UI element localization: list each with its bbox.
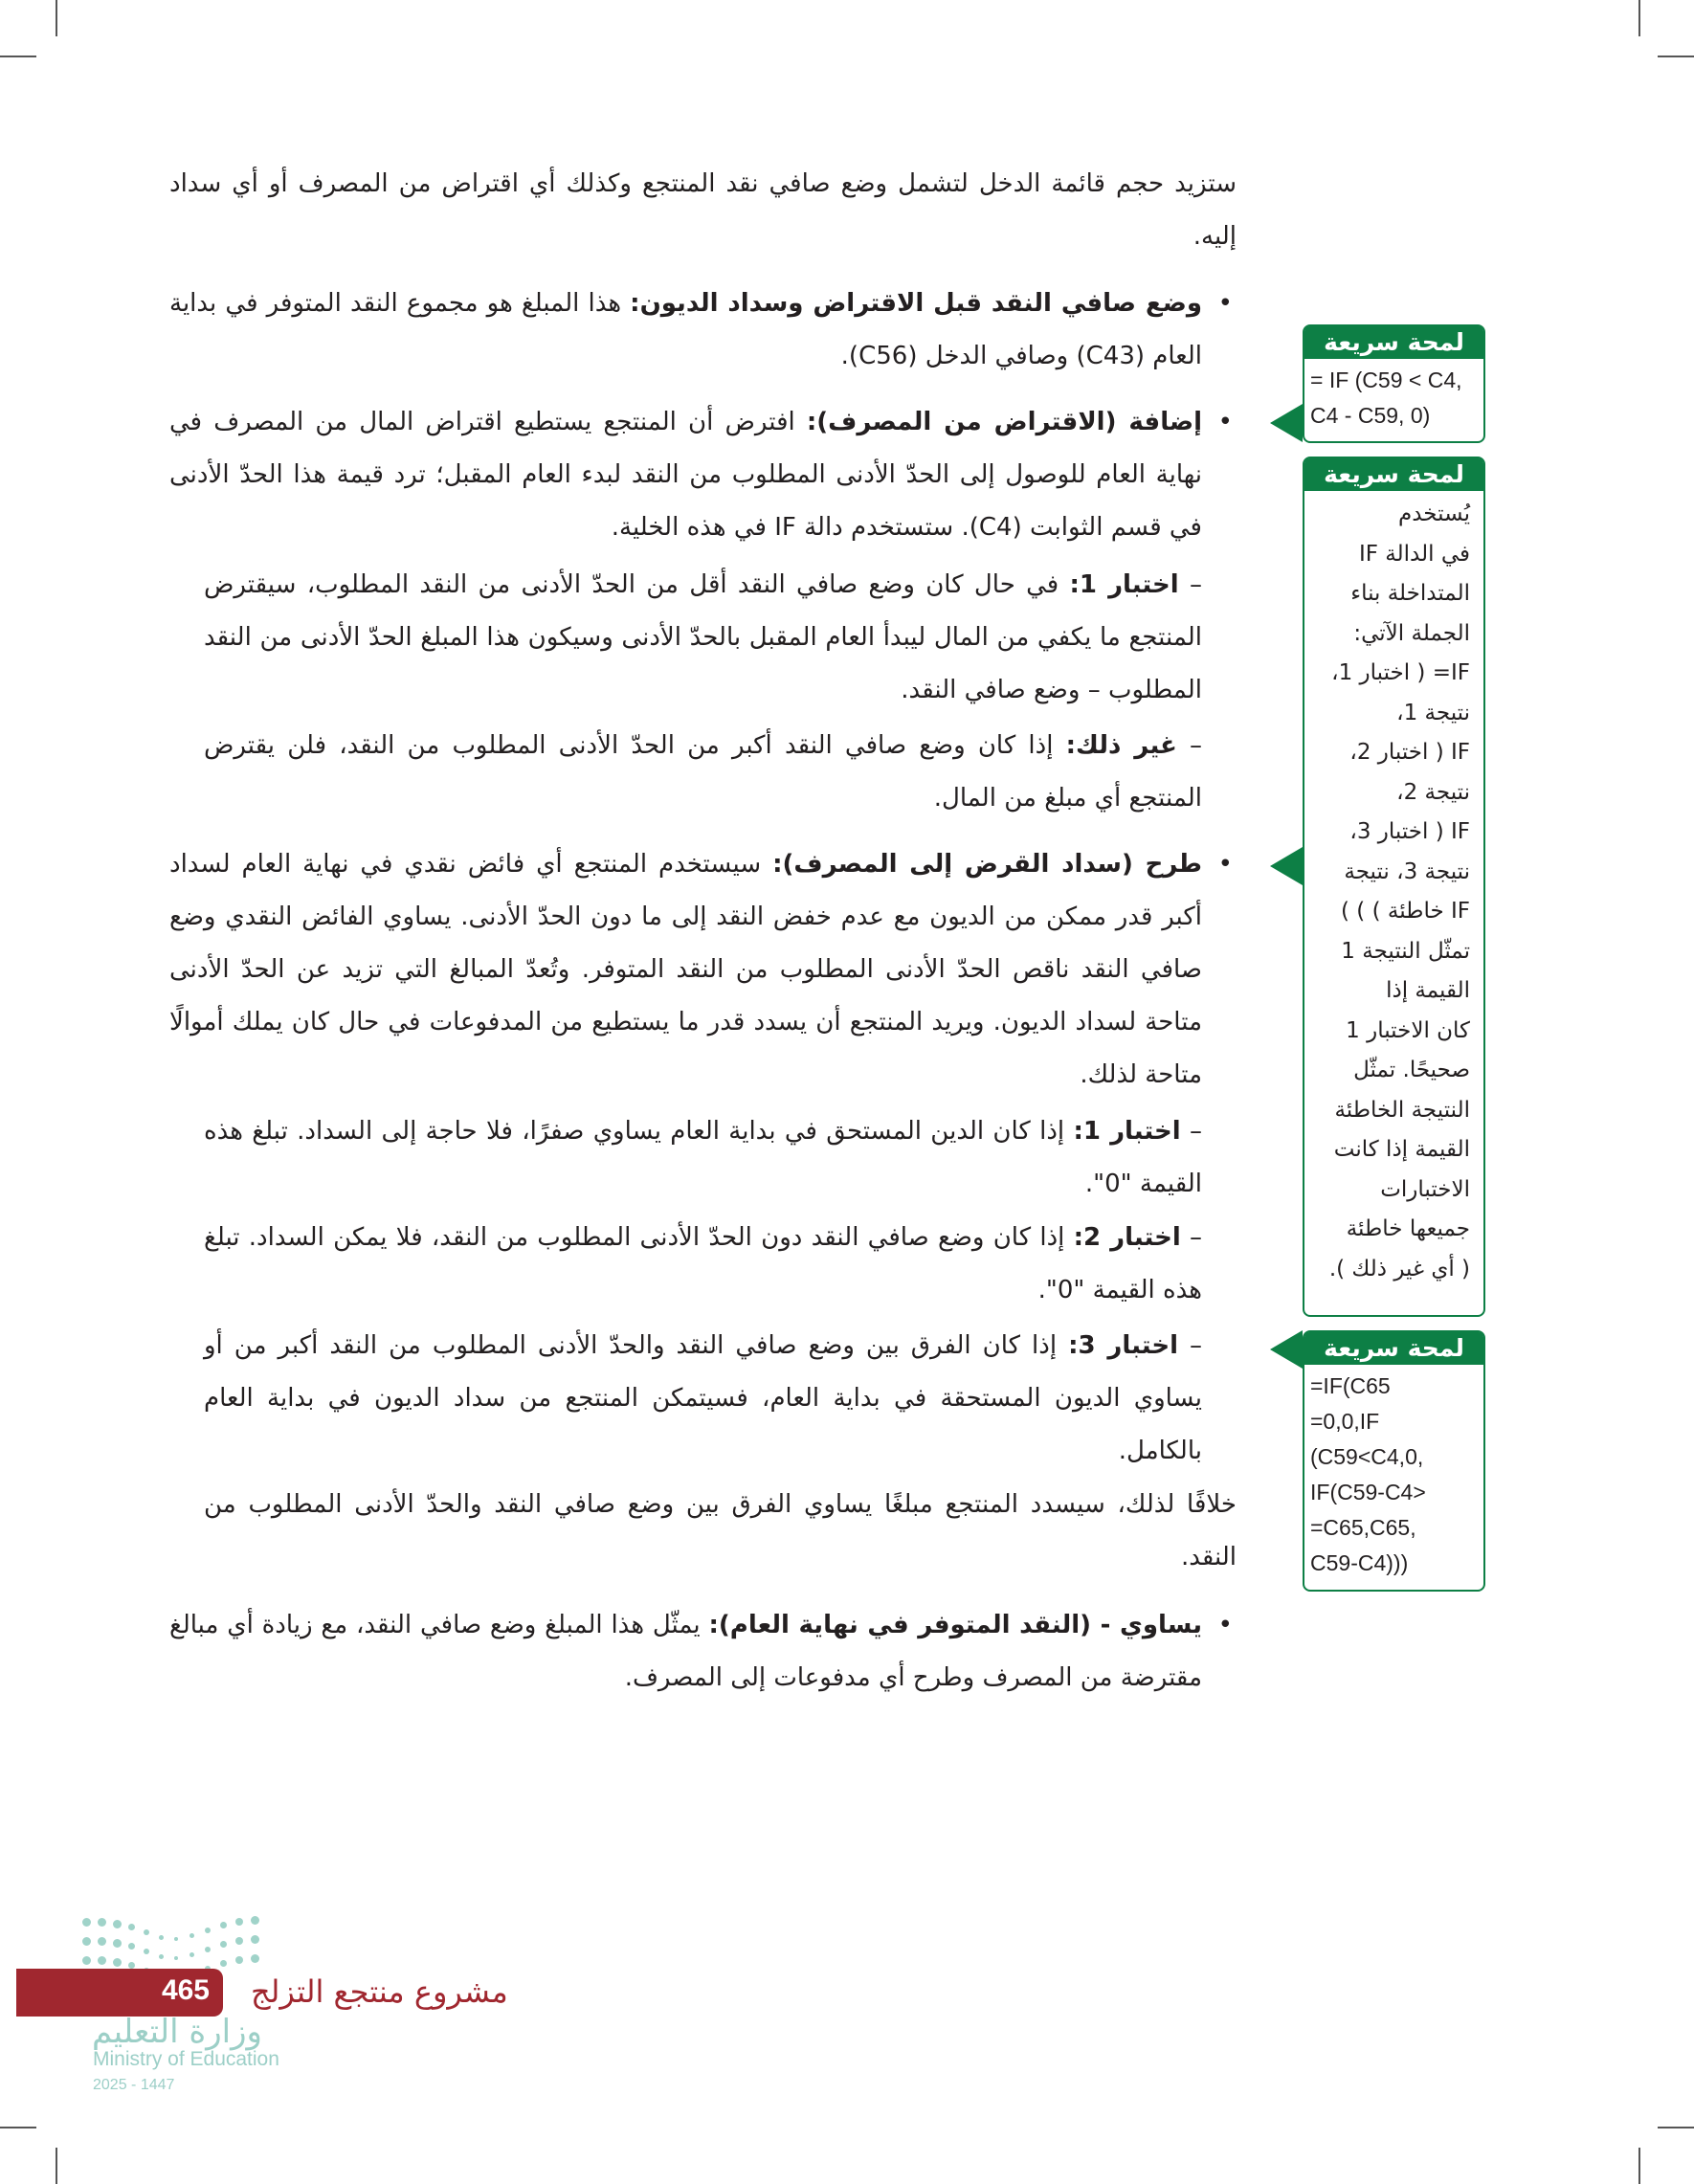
- crop-mark: [1658, 56, 1694, 57]
- sub-text: إذا كان الدين المستحق في بداية العام يساوي صفرًا، فلا حاجة إلى السداد. تبلغ هذه القيمة "0".: [204, 1117, 1202, 1198]
- bullet-heading: طرح (سداد القرض إلى المصرف):: [772, 850, 1202, 879]
- sub-text: في حال كان وضع صافي النقد أقل من الحدّ الأدنى من النقد المطلوب، سيقترض المنتجع ما يكفي من المال ليبدأ العام المقبل بالحدّ الأدنى وسيكون هذا المبلغ الحدّ الأدنى من النقد المطلوب – وضع صافي النقد.: [204, 570, 1202, 704]
- callout-line: IF(C59-C4>: [1310, 1480, 1426, 1504]
- callout-line: =C65,C65,: [1310, 1515, 1416, 1540]
- callout-line: في الدالة IF: [1358, 541, 1470, 567]
- sub-text: إذا كان وضع صافي النقد أكبر من الحدّ الأدنى المطلوب من النقد، فلن يقترض المنتجع أي مبلغ من المال.: [204, 731, 1202, 813]
- sub-item-otherwise: – غير ذلك: إذا كان وضع صافي النقد أكبر من الحدّ الأدنى المطلوب من النقد، فلن يقترض المنتجع أي مبلغ من المال.: [204, 731, 1203, 813]
- logo-dot: [251, 1935, 259, 1944]
- otherwise-paragraph: خلافًا لذلك، سيسدد المنتجع مبلغًا يساوي الفرق بين وضع صافي النقد والحدّ الأدنى المطلوب من النقد.: [204, 1490, 1237, 1571]
- callout-line: IF خاطئة ) ) ): [1341, 899, 1470, 924]
- logo-dot: [82, 1918, 91, 1927]
- callout-line: تمثّل النتيجة 1: [1341, 938, 1470, 964]
- logo-dot: [205, 1928, 211, 1933]
- sub-item-test-1: – اختبار 1: إذا كان الدين المستحق في بداية العام يساوي صفرًا، فلا حاجة إلى السداد. تبلغ هذه القيمة "0".: [204, 1117, 1202, 1198]
- callout-quick-tip-3: [1303, 1330, 1485, 1592]
- crop-mark: [0, 56, 36, 57]
- callout-quick-tip-2: [1303, 457, 1485, 1317]
- ministry-name-english: Ministry of Education: [93, 2048, 279, 2070]
- intro-paragraph: ستزيد حجم قائمة الدخل لتشمل وضع صافي نقد المنتجع وكذلك أي اقتراض من المصرف أو أي سداد إليه.: [169, 169, 1237, 251]
- callout-pointer-icon: [1270, 1330, 1303, 1369]
- logo-dot: [235, 1956, 243, 1964]
- callout-line: C59-C4))): [1310, 1550, 1409, 1575]
- logo-dot: [235, 1937, 243, 1945]
- page-number-bar: [16, 1969, 223, 2017]
- callout-line: نتيجة 3، نتيجة: [1344, 858, 1470, 884]
- callout-line: القيمة إذا كانت: [1333, 1137, 1470, 1162]
- sub-text: إذا كان وضع صافي النقد دون الحدّ الأدنى المطلوب من النقد، فلا يمكن السداد. تبلغ هذه القيمة "0".: [204, 1223, 1202, 1304]
- callout-line: =0,0,IF: [1310, 1409, 1380, 1434]
- bullet-text: يمثّل هذا المبلغ وضع صافي النقد، مع زيادة أي مبالغ مقترضة من المصرف وطرح أي مدفوعات إلى المصرف.: [169, 1611, 1202, 1692]
- callout-line: (C59<C4,0,: [1310, 1444, 1424, 1469]
- callout-pointer-icon: [1270, 847, 1303, 885]
- callout-pointer-icon: [1270, 404, 1303, 442]
- logo-dot: [159, 1954, 164, 1959]
- logo-dot: [98, 1956, 106, 1965]
- logo-dot: [144, 1949, 149, 1954]
- sub-item-test-2: – اختبار 2: إذا كان وضع صافي النقد دون الحدّ الأدنى المطلوب من النقد، فلا يمكن السداد. تبلغ هذه القيمة "0".: [204, 1223, 1202, 1304]
- sub-heading: غير ذلك:: [1065, 731, 1177, 760]
- logo-dot: [205, 1947, 211, 1952]
- callout-line: ( أي غير ذلك ).: [1328, 1256, 1470, 1281]
- logo-dot: [220, 1922, 227, 1928]
- bullet-net-cash: [169, 278, 1237, 383]
- bullet-heading: إضافة (الاقتراض من المصرف):: [806, 408, 1202, 436]
- callout-line: النتيجة الخاطئة: [1334, 1097, 1470, 1123]
- bullet-ending-cash: [169, 1599, 1237, 1705]
- callout-title: لمحة سريعة: [1304, 326, 1483, 359]
- callout-line: الاختبارات: [1380, 1176, 1470, 1202]
- logo-dot: [220, 1960, 227, 1967]
- logo-dot: [251, 1916, 259, 1925]
- callout-line: نتيجة 2،: [1396, 779, 1470, 805]
- ministry-name-arabic: وزارة التعليم: [92, 2013, 262, 2051]
- logo-dot: [220, 1941, 227, 1948]
- bullet-repayment: [169, 838, 1237, 1102]
- callout-line: القيمة إذا: [1386, 978, 1470, 1003]
- bullet-heading: وضع صافي النقد قبل الاقتراض وسداد الديون:: [630, 289, 1202, 318]
- callout-line: =IF(C65: [1310, 1373, 1391, 1398]
- logo-dot: [113, 1958, 122, 1967]
- callout-line: IF= ( اختبار 1،: [1331, 660, 1470, 685]
- main-text: [169, 0, 1237, 1723]
- crop-mark: [56, 2148, 57, 2184]
- crop-mark: [1638, 2148, 1640, 2184]
- callout-line: IF ( اختبار 2،: [1349, 740, 1470, 765]
- crop-mark: [0, 2127, 36, 2128]
- logo-dot: [144, 1929, 149, 1935]
- formula-line: = IF (C59 < C4,: [1310, 368, 1462, 392]
- sub-text: إذا كان الفرق بين وضع صافي النقد والحدّ الأدنى المطلوب من النقد أكبر من أو يساوي الديون المستحقة في بداية العام، فسيتمكن المنتجع من سداد الديون في بداية العام بالكامل.: [204, 1331, 1202, 1465]
- bullet-borrowing: [169, 396, 1237, 554]
- logo-dot: [159, 1935, 164, 1940]
- formula-line: C4 - C59, 0): [1310, 403, 1431, 428]
- bullet-text: افترض أن المنتجع يستطيع اقتراض المال من المصرف في نهاية العام للوصول إلى الحدّ الأدنى المطلوب من النقد لبدء العام المقبل؛ ترد قيمة هذا الحدّ الأدنى في قسم الثوابت (C4). ستستخدم دالة IF في هذه الخلية.: [169, 408, 1202, 542]
- bullet-heading: يساوي - (النقد المتوفر في نهاية العام):: [708, 1611, 1202, 1639]
- sub-heading: اختبار 2:: [1073, 1223, 1181, 1252]
- bullet-text: هذا المبلغ هو مجموع النقد المتوفر في بداية العام (C43) وصافي الدخل (C56).: [169, 289, 1202, 370]
- logo-dot: [98, 1918, 106, 1927]
- edition-year: 2025 - 1447: [93, 2077, 175, 2093]
- callout-title: لمحة سريعة: [1304, 458, 1483, 491]
- callout-line: نتيجة 1،: [1396, 700, 1470, 725]
- bullet-text: سيستخدم المنتجع أي فائض نقدي في نهاية العام لسداد أكبر قدر ممكن من الديون مع عدم خفض النقد إلى ما دون الحدّ الأدنى. يساوي الفائض النقدي وضع صافي النقد ناقص الحدّ الأدنى المطلوب من النقد المتوفر. وتُعدّ المبالغ التي تزيد عن الحدّ الأدنى متاحة لسداد الديون. ويريد المنتجع أن يسدد قدر ما يستطيع من المدفوعات في حال كان يملك أموالًا متاحة لذلك.: [169, 850, 1202, 1089]
- logo-dot: [128, 1924, 135, 1930]
- logo-dot: [82, 1956, 91, 1965]
- logo-dot: [251, 1954, 259, 1963]
- sub-item-test-1: – اختبار 1: في حال كان وضع صافي النقد أقل من الحدّ الأدنى من النقد المطلوب، سيقترض المنتجع ما يكفي من المال ليبدأ العام المقبل بالحدّ الأدنى وسيكون هذا المبلغ الحدّ الأدنى من النقد المطلوب – وضع صافي النقد.: [204, 570, 1202, 704]
- sub-heading: اختبار 3:: [1068, 1331, 1178, 1360]
- callout-line: جميعها خاطئة: [1346, 1216, 1470, 1241]
- crop-mark: [56, 0, 57, 36]
- logo-dot: [174, 1937, 178, 1941]
- callout-line: كان الاختبار 1: [1346, 1017, 1470, 1043]
- logo-dot: [113, 1920, 122, 1928]
- logo-dot: [174, 1956, 178, 1960]
- logo-dot: [82, 1937, 91, 1946]
- logo-dot: [113, 1939, 122, 1948]
- sub-item-test-3: – اختبار 3: إذا كان الفرق بين وضع صافي النقد والحدّ الأدنى المطلوب من النقد أكبر من أو يساوي الديون المستحقة في بداية العام، فسيتمكن المنتجع من سداد الديون في بداية العام بالكامل.: [204, 1331, 1202, 1465]
- book-title: مشروع منتجع التزلج: [251, 1973, 508, 2010]
- crop-mark: [1658, 2127, 1694, 2128]
- crop-mark: [1638, 0, 1640, 36]
- callout-line: الجملة الآتي:: [1353, 620, 1470, 646]
- callout-line: صحيحًا. تمثّل: [1353, 1058, 1470, 1082]
- callout-title: لمحة سريعة: [1304, 1332, 1483, 1365]
- sub-heading: اختبار 1:: [1073, 1117, 1181, 1146]
- logo-dot: [128, 1962, 135, 1969]
- logo-dot: [128, 1943, 135, 1950]
- logo-dot: [98, 1937, 106, 1946]
- sub-heading: اختبار 1:: [1069, 570, 1179, 599]
- logo-dot: [189, 1952, 194, 1957]
- callout-line: IF ( اختبار 3،: [1349, 819, 1470, 844]
- callout-quick-tip-1: [1303, 324, 1485, 443]
- logo-dot: [235, 1918, 243, 1926]
- logo-dot: [189, 1933, 194, 1938]
- callout-line: يُستخدم: [1397, 501, 1470, 526]
- callout-line: المتداخلة بناء: [1350, 581, 1470, 606]
- page-number: 465: [161, 1974, 210, 2006]
